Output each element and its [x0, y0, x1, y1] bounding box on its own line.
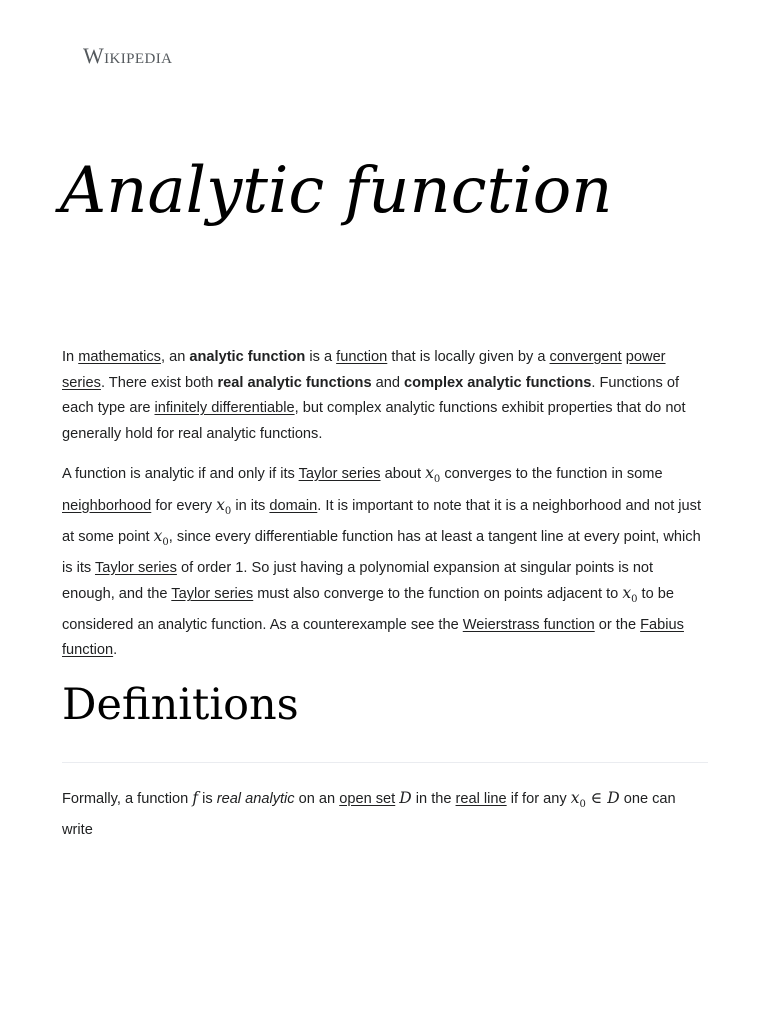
math-x0: [425, 464, 441, 486]
text: if for any: [506, 791, 571, 807]
link-convergent[interactable]: convergent: [549, 349, 622, 365]
math-var: x: [153, 527, 163, 546]
text: .: [113, 642, 118, 659]
definitions-content: [62, 786, 708, 843]
text: in the: [411, 791, 456, 807]
link-function[interactable]: function: [336, 349, 388, 365]
text: A function is analytic if and only if its: [62, 466, 299, 482]
link-neighborhood[interactable]: neighborhood: [62, 497, 152, 514]
math-subscript: 0: [162, 537, 169, 549]
italic-real-analytic: real analytic: [216, 791, 295, 807]
section-divider: [62, 762, 708, 763]
link-open-set[interactable]: open set: [339, 791, 396, 807]
math-x0: [216, 495, 232, 517]
text: on an: [294, 791, 340, 807]
link-taylor-series[interactable]: Taylor series: [298, 466, 381, 482]
math-element-of: ∈: [590, 789, 603, 807]
math-var: x: [570, 789, 580, 807]
bold-complex-analytic-functions: complex analytic functions: [404, 374, 592, 391]
math-subscript: 0: [631, 594, 638, 606]
text: is a: [305, 349, 337, 365]
text: or the: [594, 616, 641, 633]
text: Formally, a function: [62, 791, 193, 807]
bold-real-analytic-functions: real analytic functions: [217, 374, 372, 391]
link-infinitely-differentiable[interactable]: infinitely differentiable: [154, 400, 295, 416]
text: , but complex analytic functions exhibit properties that do not generally hold for real analytic functions.: [62, 400, 686, 442]
math-var: x: [622, 584, 632, 603]
text: . Functions of each type are: [62, 374, 679, 416]
text: for every: [151, 497, 217, 514]
link-mathematics[interactable]: mathematics: [78, 349, 161, 365]
page-title: Analytic function: [60, 154, 613, 228]
text: . It is important to note that it is a neighborhood and not just at some point: [62, 497, 702, 546]
text: must also converge to the function on points adjacent to: [253, 586, 623, 603]
text: In: [62, 349, 79, 365]
math-var: D: [607, 789, 620, 807]
text: . There exist both: [100, 374, 218, 391]
text: , an: [160, 349, 190, 365]
text: converges to the function in some: [440, 466, 663, 482]
section-heading-definitions: Definitions: [62, 680, 299, 730]
math-x0-in-D: [570, 789, 620, 811]
link-taylor-series[interactable]: Taylor series: [171, 586, 254, 603]
wikipedia-logo[interactable]: Wikipedia: [83, 43, 173, 68]
math-subscript: 0: [433, 474, 441, 486]
text: in its: [231, 497, 270, 514]
link-weierstrass-function[interactable]: Weierstrass function: [462, 616, 595, 633]
link-domain[interactable]: domain: [269, 497, 318, 514]
math-var: x: [216, 495, 225, 514]
intro-paragraph-2: [62, 461, 708, 664]
math-x0: [153, 527, 169, 549]
math-x0: [622, 584, 638, 606]
link-taylor-series[interactable]: Taylor series: [94, 559, 177, 576]
text: of order 1. So just having a polynomial expansion at singular points is not enough, and the: [62, 559, 654, 603]
math-subscript: 0: [579, 799, 586, 811]
text: about: [380, 466, 426, 482]
math-subscript: 0: [224, 505, 232, 517]
definitions-paragraph-1: [62, 786, 708, 843]
text: , since every differentiable function has at least a tangent line at every point, which is its: [62, 529, 701, 576]
text: and: [371, 374, 405, 391]
math-var: x: [425, 464, 434, 482]
link-power-series[interactable]: power series: [62, 349, 666, 391]
text: is: [198, 791, 217, 807]
bold-analytic-function: analytic function: [189, 349, 306, 365]
link-real-line[interactable]: real line: [455, 791, 507, 807]
intro-paragraph-1: [62, 345, 708, 447]
math-D: D: [399, 789, 412, 807]
text: that is locally given by a: [387, 349, 550, 365]
text: to be considered an analytic function. As a counterexample see the: [62, 586, 674, 633]
link-fabius-function[interactable]: Fabius function: [62, 616, 684, 659]
article-intro: [62, 345, 708, 678]
text: one can write: [62, 791, 676, 838]
math-f: f: [192, 789, 199, 807]
